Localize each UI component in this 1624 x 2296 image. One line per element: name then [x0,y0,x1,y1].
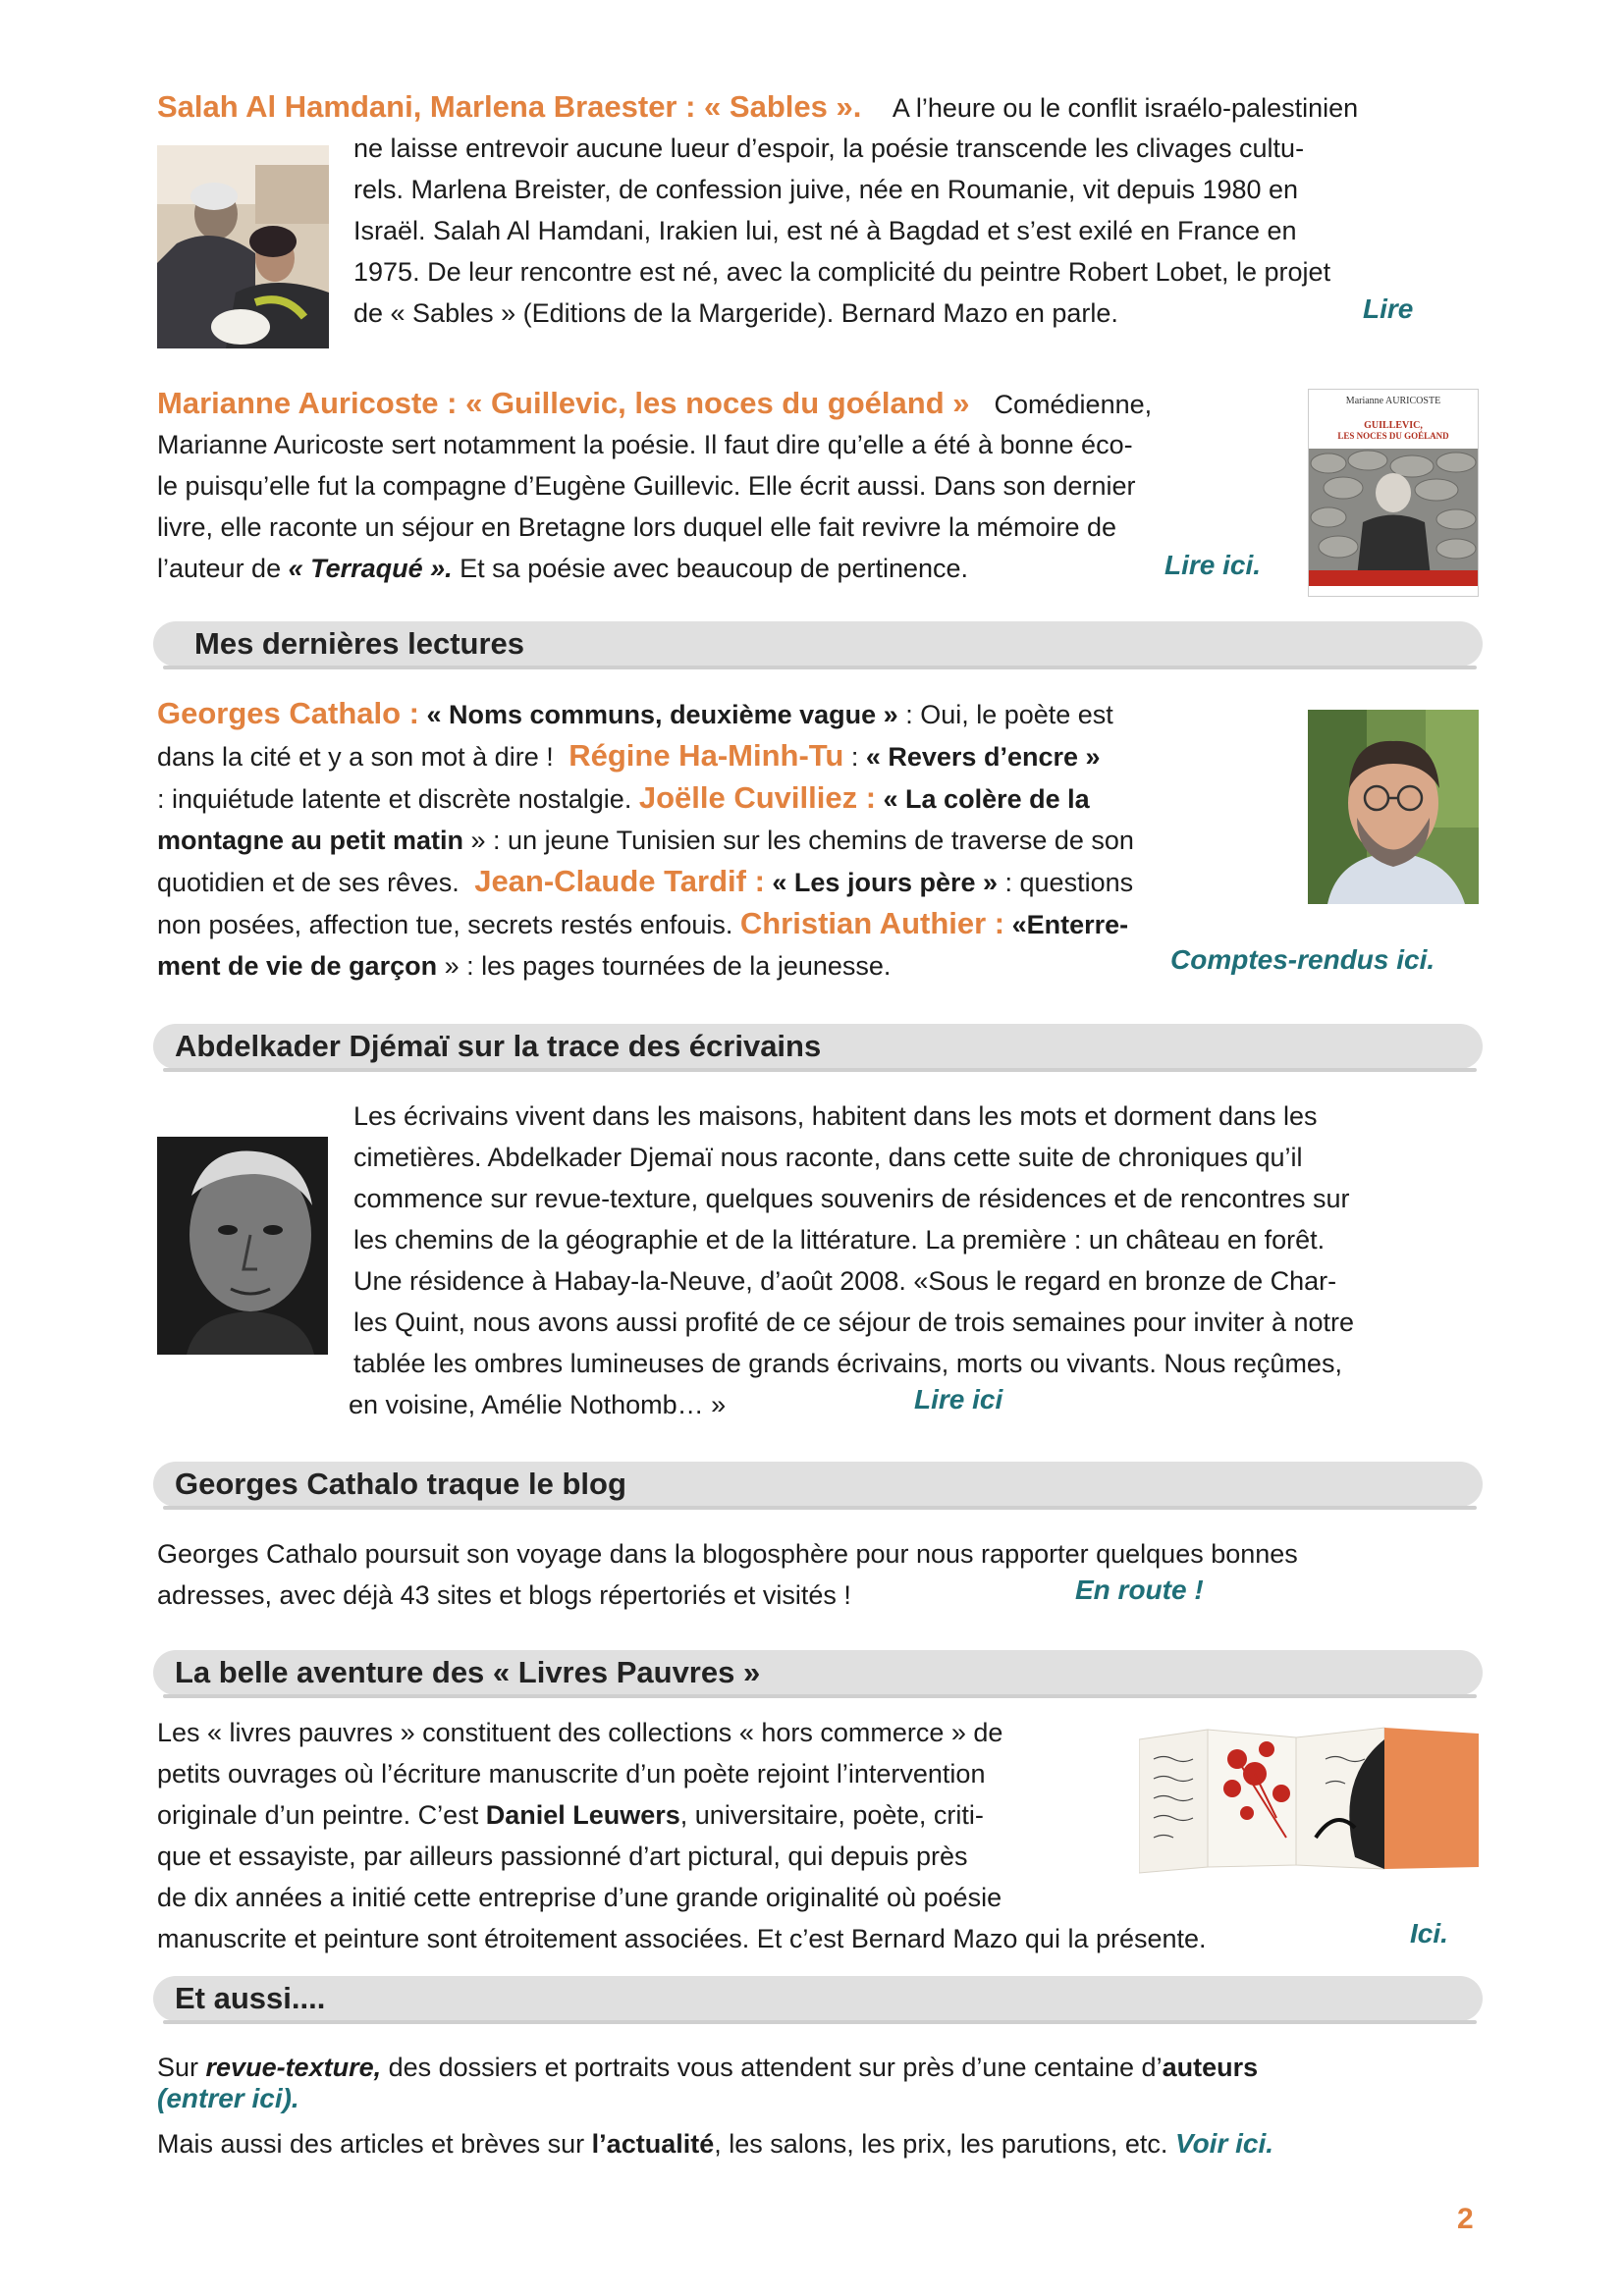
djemai-line: commence sur revue-texture, quelques souvenirs de résidences et de rencontres sur [353,1184,1350,1213]
title-jours-pere: « Les jours père » [764,868,999,897]
guillevic-line: livre, elle raconte un séjour en Bretagne lors duquel elle fait revivre la mémoire de [157,512,1117,542]
book-cover-guillevic [1308,389,1479,597]
desc-authier: » : les pages tournées de la jeunesse. [437,951,892,981]
desc-tardif-2: non posées, affection tue, secrets restés enfouis. [157,910,740,939]
photo-abdelkader-djemai [157,1137,328,1355]
author-tardif: Jean-Claude Tardif : [474,864,765,898]
sables-title: Salah Al Hamdani, Marlena Braester : « Sables ». [157,89,862,124]
book-author: Marianne AURICOSTE [1345,396,1441,406]
sables-line: rels. Marlena Breister, de confession juive, née en Roumanie, vit depuis 1980 en [353,175,1299,204]
terraque-title: « Terraqué ». [288,554,453,583]
djemai-read-link[interactable]: Lire ici [914,1384,1003,1415]
en-route-link[interactable]: En route ! [1075,1575,1204,1605]
comptes-rendus-link[interactable]: Comptes-rendus ici. [1170,944,1435,975]
guillevic-last-post: Et sa poésie avec beaucoup de pertinence. [452,554,969,583]
et-aussi-b1: Mais aussi des articles et brèves sur [157,2129,592,2159]
title-noms-communs: « Noms communs, deuxième vague » [419,700,898,729]
section-band-djemai [153,1024,1483,1069]
sables-line [353,293,1483,334]
djemai-line: les chemins de la géographie et de la littérature. La première : un château en forêt. [353,1225,1326,1255]
livres-line: manuscrite et peinture sont étroitement associées. Et c’est Bernard Mazo qui la présente. [157,1924,1207,1953]
title-colere-2: montagne au petit matin [157,826,464,855]
livres-line: de dix années a initié cette entreprise d’une grande originalité où poésie [157,1883,1002,1912]
et-aussi-a3: des dossiers et portraits vous attendent sur près d’une centaine d’ [381,2053,1163,2082]
lectures-line [157,693,1286,735]
title-revers-encre: « Revers d’encre » [865,742,1101,772]
djemai-body [353,1095,1483,1384]
lectures-body [157,693,1286,987]
voir-ici-link[interactable]: Voir ici. [1174,2128,1274,2159]
desc-cuvilliez: » : un jeune Tunisien sur les chemins de traverse de son [463,826,1134,855]
lectures-line [157,735,1286,777]
desc-cathalo-2: dans la cité et y a son mot à dire ! [157,742,562,772]
sables-text-first: A l’heure ou le conflit israélo-palestinien [892,93,1359,123]
sables-line: Israël. Salah Al Hamdani, Irakien lui, est né à Bagdad et s’est exilé en France en [353,216,1297,245]
name-daniel-leuwers: Daniel Leuwers [485,1800,680,1830]
guillevic-text-first: Comédienne, [994,390,1153,419]
livres-line-3a: originale d’un peintre. C’est [157,1800,486,1830]
band-title: Abdelkader Djémaï sur la trace des écrivains [175,1029,822,1063]
book-title-2: LES NOCES DU GOÉLAND [1337,431,1449,441]
guillevic-line: le puisqu’elle fut la compagne d’Eugène Guillevic. Elle écrit aussi. Dans son dernier [157,471,1136,501]
djemai-line: cimetières. Abdelkader Djemaï nous raconte, dans cette suite de chroniques qu’il [353,1143,1303,1172]
title-colere-1: « La colère de la [876,784,1090,814]
djemai-line: Les écrivains vivent dans les maisons, habitent dans les mots et dorment dans les [353,1101,1318,1131]
djemai-line: les Quint, nous avons aussi profité de ce séjour de trois semaines pour inviter à notre [353,1308,1355,1337]
sables-body [353,128,1483,334]
lectures-line [157,945,1286,987]
section-band-cathalo-blog [153,1462,1483,1507]
sables-read-link[interactable]: Lire [1363,294,1414,324]
guillevic-heading-line [157,383,1152,425]
desc-tardif: : questions [998,868,1134,897]
lectures-line [157,820,1286,861]
guillevic-read-link[interactable]: Lire ici. [1164,550,1262,580]
livres-line-3c: , universitaire, poète, criti- [679,1800,984,1830]
lectures-line [157,903,1286,945]
author-cuvilliez: Joëlle Cuvilliez : [638,780,877,815]
djemai-line-last: en voisine, Amélie Nothomb… » [349,1390,727,1419]
et-aussi-line-1 [157,2047,1483,2088]
livres-line: Les « livres pauvres » constituent des collections « hors commerce » de [157,1718,1003,1747]
sables-line-text: de « Sables » (Editions de la Margeride). Bernard Mazo en parle. [353,298,1118,328]
entrer-ici-link[interactable]: (entrer ici). [157,2083,299,2113]
guillevic-title: Marianne Auricoste : « Guillevic, les noces du goéland » [157,386,970,420]
lectures-line [157,777,1286,820]
section-band-livres-pauvres [153,1650,1483,1695]
guillevic-line-last [157,548,1296,589]
author-ha-minh-tu: Régine Ha-Minh-Tu [568,738,844,773]
actualite-word: l’actualité [591,2129,715,2159]
livres-pauvres-link[interactable]: Ici. [1410,1918,1448,1949]
book-title-1: GUILLEVIC, [1364,420,1423,431]
blog-line-2: adresses, avec déjà 43 sites et blogs répertoriés et visités ! [157,1580,851,1610]
image-livre-pauvre [1139,1720,1479,1875]
guillevic-last-pre: l’auteur de [157,554,289,583]
livres-line: que et essayiste, par ailleurs passionné d’art pictural, qui depuis près [157,1842,968,1871]
title-enterrement-2: ment de vie de garçon [157,951,438,981]
livres-line: petits ouvrages où l’écriture manuscrite d’un poète rejoint l’intervention [157,1759,986,1789]
guillevic-body [157,424,1296,589]
section-band-et-aussi [153,1976,1483,2021]
title-enterrement-1: «Enterre- [1004,910,1129,939]
livres-line [157,1794,1139,1836]
photo-hamdani-braester [157,145,329,348]
desc-cathalo: : Oui, le poète est [897,700,1113,729]
sables-line: ne laisse entrevoir aucune lueur d’espoir, la poésie transcende les clivages cultu- [353,133,1305,163]
et-aussi-line-2 [157,2123,1273,2164]
band-title: Mes dernières lectures [194,626,525,661]
photo-georges-cathalo [1308,710,1479,904]
sep: : [843,742,866,772]
djemai-line: Une résidence à Habay-la-Neuve, d’août 2008. «Sous le regard en bronze de Char- [353,1266,1337,1296]
sables-heading-line [157,86,1492,129]
author-cathalo: Georges Cathalo : [157,696,419,730]
band-title: Et aussi.... [175,1981,326,2015]
guillevic-line: Marianne Auricoste sert notamment la poésie. Il faut dire qu’elle a été à bonne éco- [157,430,1133,459]
lectures-line [157,861,1286,903]
et-aussi-b3: , les salons, les prix, les parutions, etc. [714,2129,1175,2159]
djemai-line: tablée les ombres lumineuses de grands écrivains, morts ou vivants. Nous reçûmes, [353,1349,1342,1378]
sables-line: 1975. De leur rencontre est né, avec la complicité du peintre Robert Lobet, le projet [353,257,1331,287]
page-number: 2 [1457,2203,1474,2235]
desc-cuvilliez-2: quotidien et de ses rêves. [157,868,467,897]
author-authier: Christian Authier : [739,906,1005,940]
band-title: Georges Cathalo traque le blog [175,1467,626,1501]
revue-texture-name: revue-texture, [205,2053,382,2082]
blog-line-1: Georges Cathalo poursuit son voyage dans la blogosphère pour nous rapporter quelques bonnes [157,1539,1298,1569]
band-title: La belle aventure des « Livres Pauvres » [175,1655,761,1689]
livres-pauvres-body [157,1712,1207,1959]
desc-ha-minh-tu: : inquiétude latente et discrète nostalgie. [157,784,639,814]
auteurs-word: auteurs [1162,2053,1259,2082]
et-aussi-a1: Sur [157,2053,206,2082]
section-band-mes-dernieres-lectures [153,621,1483,667]
